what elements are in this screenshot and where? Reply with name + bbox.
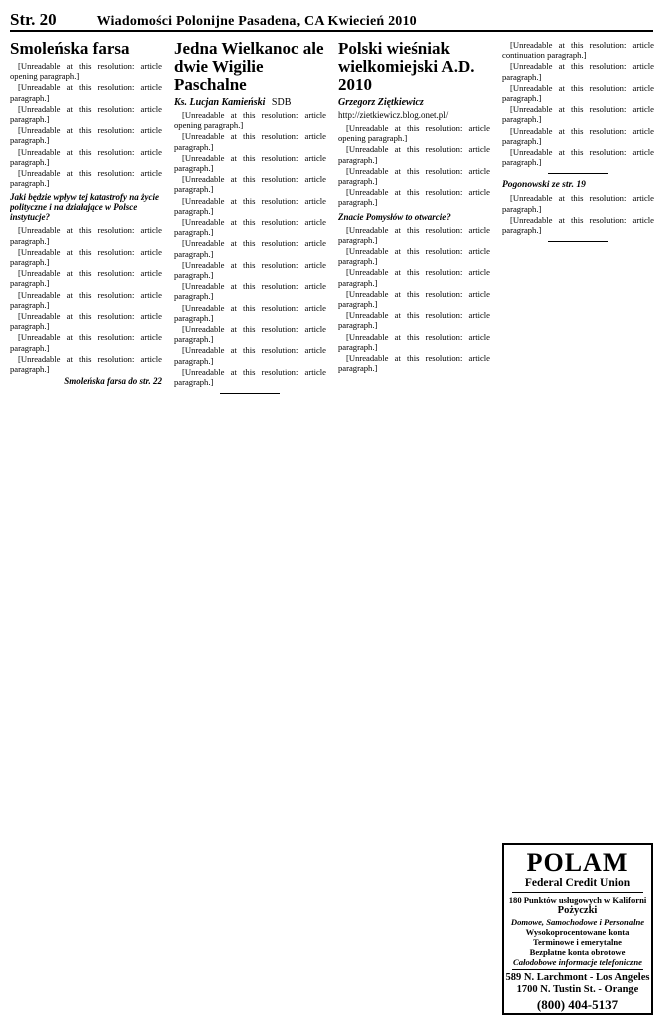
article-continuation	[502, 40, 654, 174]
paragraph: [Unreadable at this resolution: article paragraph.]	[338, 165, 490, 187]
paragraph: [Unreadable at this resolution: article paragraph.]	[502, 214, 654, 236]
paragraph: [Unreadable at this resolution: article paragraph.]	[174, 195, 326, 216]
paragraph: [Unreadable at this resolution: article paragraph.]	[10, 311, 162, 332]
ad-line: Terminowe i emerytalne	[533, 937, 622, 947]
paragraph: [Unreadable at this resolution: article paragraph.]	[338, 246, 490, 267]
continuation-heading: Pogonowski ze str. 19	[502, 180, 586, 191]
ad-address: 589 N. Larchmont - Los Angeles	[505, 972, 650, 983]
ad-address: 1700 N. Tustin St. - Orange	[516, 984, 639, 995]
paragraph: [Unreadable at this resolution: article paragraph.]	[174, 324, 326, 345]
paragraph: [Unreadable at this resolution: article paragraph.]	[10, 225, 162, 246]
column-4	[502, 40, 654, 840]
paragraph: [Unreadable at this resolution: article paragraph.]	[502, 61, 654, 82]
paragraph: [Unreadable at this resolution: article paragraph.]	[174, 131, 326, 152]
article-title-wielkanoc: Jedna Wielkanoc ale dwie Wigilie Paschalne	[174, 40, 324, 94]
paragraph: [Unreadable at this resolution: article paragraph.]	[174, 366, 326, 388]
article-title-smolenska: Smoleńska farsa	[10, 40, 130, 58]
paragraph: [Unreadable at this resolution: article paragraph.]	[10, 268, 162, 289]
paragraph: [Unreadable at this resolution: article paragraph.]	[174, 217, 326, 238]
paragraph: [Unreadable at this resolution: article paragraph.]	[10, 168, 162, 189]
article-subhead: Znacie Pomysłów to otwarcie?	[338, 211, 451, 222]
ad-line: 180 Punktów usługowych w Kaliforni	[508, 895, 647, 905]
article-body-wiesniak	[338, 123, 490, 373]
paragraph: [Unreadable at this resolution: article paragraph.]	[338, 187, 490, 208]
paragraph: [Unreadable at this resolution: article paragraph.]	[10, 146, 162, 167]
paragraph: [Unreadable at this resolution: article paragraph.]	[338, 310, 490, 331]
paragraph: [Unreadable at this resolution: article paragraph.]	[338, 267, 490, 288]
continued-label: Smoleńska farsa do str. 22	[64, 376, 162, 387]
paragraph: [Unreadable at this resolution: article paragraph.]	[502, 193, 654, 214]
ad-brand: POLAM	[526, 848, 629, 877]
divider	[548, 173, 608, 174]
ad-line: Wysokoprocentowane konta	[525, 927, 630, 937]
paragraph: [Unreadable at this resolution: article paragraph.]	[10, 353, 162, 375]
article-byline	[174, 97, 326, 108]
page-header	[10, 8, 653, 32]
article-subhead: Jaki będzie wpływ tej katastrofy na życie polityczne i na działające w Polsce instytucje?	[10, 192, 159, 223]
article-body-wielkanoc	[174, 110, 326, 394]
polam-advertisement	[502, 843, 653, 1015]
paragraph: [Unreadable at this resolution: article paragraph.]	[174, 281, 326, 302]
paragraph: [Unreadable at this resolution: article opening paragraph.]	[10, 61, 162, 82]
paragraph: [Unreadable at this resolution: article paragraph.]	[174, 238, 326, 259]
author-name: Ks. Lucjan Kamieński	[174, 97, 266, 108]
article-body-smolenska	[10, 61, 162, 386]
paragraph: [Unreadable at this resolution: article paragraph.]	[174, 259, 326, 281]
ad-divider	[512, 892, 643, 893]
paragraph: [Unreadable at this resolution: article paragraph.]	[10, 125, 162, 146]
ad-divider	[512, 969, 643, 970]
ad-subtitle: Federal Credit Union	[524, 877, 631, 889]
paragraph: [Unreadable at this resolution: article paragraph.]	[174, 302, 326, 323]
paragraph: [Unreadable at this resolution: article paragraph.]	[502, 147, 654, 168]
paragraph: [Unreadable at this resolution: article paragraph.]	[502, 125, 654, 146]
paragraph: [Unreadable at this resolution: article paragraph.]	[338, 331, 490, 352]
paragraph: [Unreadable at this resolution: article paragraph.]	[338, 144, 490, 165]
paragraph: [Unreadable at this resolution: article continuation paragraph.]	[502, 40, 654, 61]
ad-phone: (800) 404-5137	[536, 997, 619, 1012]
column-3	[338, 40, 490, 1020]
divider	[220, 393, 280, 394]
author-blog-url: http://zietkiewicz.blog.onet.pl/	[338, 110, 449, 120]
ad-line: Bezpłatne konta obrotowe	[529, 947, 626, 957]
paragraph: [Unreadable at this resolution: article paragraph.]	[10, 332, 162, 353]
paragraph: [Unreadable at this resolution: article opening paragraph.]	[338, 123, 490, 144]
paragraph: [Unreadable at this resolution: article paragraph.]	[174, 174, 326, 195]
author-suffix: SDB	[271, 97, 292, 108]
paragraph: [Unreadable at this resolution: article paragraph.]	[10, 289, 162, 310]
paragraph: [Unreadable at this resolution: article opening paragraph.]	[174, 110, 326, 131]
paragraph: [Unreadable at this resolution: article paragraph.]	[174, 152, 326, 174]
column-2	[174, 40, 326, 1020]
paragraph: [Unreadable at this resolution: article paragraph.]	[10, 246, 162, 268]
paragraph: [Unreadable at this resolution: article paragraph.]	[338, 353, 490, 374]
paragraph: [Unreadable at this resolution: article paragraph.]	[10, 82, 162, 103]
divider	[548, 241, 608, 242]
article-byline: Grzegorz Ziętkiewicz	[338, 97, 424, 108]
ad-line: Pożyczki	[557, 905, 598, 916]
paragraph: [Unreadable at this resolution: article paragraph.]	[502, 82, 654, 104]
paragraph: [Unreadable at this resolution: article paragraph.]	[338, 288, 490, 310]
paragraph: [Unreadable at this resolution: article paragraph.]	[338, 224, 490, 245]
paragraph: [Unreadable at this resolution: article paragraph.]	[174, 345, 326, 366]
paragraph: [Unreadable at this resolution: article paragraph.]	[10, 103, 162, 125]
article-body-pogonowski	[502, 193, 654, 242]
masthead: Wiadomości Polonijne Pasadena, CA Kwiecień 2010	[96, 14, 417, 29]
ad-line: Całodobowe informacje telefoniczne	[513, 957, 642, 967]
paragraph: [Unreadable at this resolution: article paragraph.]	[502, 104, 654, 125]
page-number: Str. 20	[10, 10, 57, 29]
article-title-wiesniak: Polski wieśniak wielkomiejski A.D. 2010	[338, 40, 475, 94]
column-1	[10, 40, 162, 1020]
ad-line: Domowe, Samochodowe i Personalne	[510, 917, 645, 927]
